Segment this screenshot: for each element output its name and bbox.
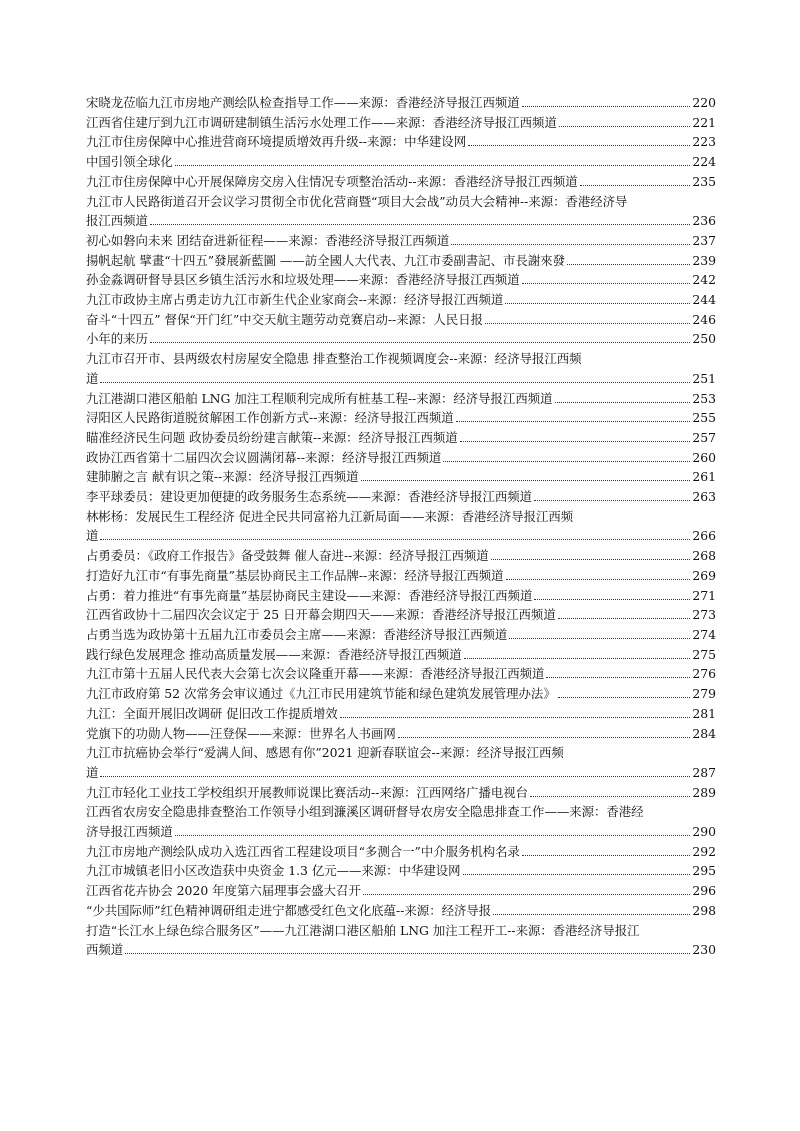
dot-leader: [175, 164, 691, 166]
toc-entry-title: 江西省农房安全隐患排查整治工作领导小组到濂溪区调研督导农房安全隐患排查工作——来源：香港经: [86, 804, 644, 820]
toc-entry-title: 李平球委员：建设更加便捷的政务服务生态系统——来源：香港经济导报江西频道: [86, 489, 533, 505]
toc-page-number: 224: [692, 154, 716, 170]
toc-page-number: 253: [692, 390, 716, 406]
dot-leader: [580, 184, 691, 186]
toc-page-number: 263: [692, 489, 716, 505]
toc-entry-title: 九江市第十五届人民代表大会第七次会议隆重开幕——来源：香港经济导报江西频道: [86, 666, 545, 682]
toc-page-number: 235: [692, 173, 716, 189]
dot-leader: [451, 243, 690, 245]
dot-leader: [505, 302, 690, 304]
toc-entry-title: 孙金淼调研督导县区乡镇生活污水和垃圾处理——来源：香港经济导报江西频道: [86, 272, 520, 288]
toc-entry-title-continued: 济导报江西频道: [86, 824, 173, 840]
toc-entry-title: 九江港湖口港区船舶 LNG 加注工程顺利完成所有桩基工程--来源：经济导报江西频道: [86, 390, 553, 406]
toc-page-number: 246: [692, 311, 716, 327]
toc-entry-title: 中国引领全球化: [86, 154, 173, 170]
toc-entry[interactable]: [86, 645, 716, 665]
toc-entry[interactable]: [86, 192, 716, 231]
toc-page-number: 260: [692, 449, 716, 465]
toc-page-number: 295: [692, 863, 716, 879]
toc-page-number: 290: [692, 824, 716, 840]
toc-entry-title: 占勇当选为政协第十五届九江市委员会主席——来源：香港经济导报江西频道: [86, 626, 508, 642]
dot-leader: [522, 105, 691, 107]
toc-entry[interactable]: [86, 270, 716, 290]
toc-entry-title: 九江市轻化工业技工学校组织开展教师说课比赛活动--来源：江西网络广播电视台: [86, 784, 529, 800]
toc-page-number: 250: [692, 331, 716, 347]
dot-leader: [558, 617, 691, 619]
toc-entry-title-continued: 道: [86, 370, 99, 386]
dot-leader: [443, 460, 690, 462]
dot-leader: [559, 125, 691, 127]
toc-entry-title: 林彬杨：发展民生工程经济 促进全民共同富裕九江新局面——来源：香港经济导报江西频: [86, 508, 574, 524]
toc-entry[interactable]: [86, 783, 716, 803]
dot-leader: [150, 223, 690, 225]
toc-entry[interactable]: [86, 507, 716, 546]
dot-leader: [558, 696, 691, 698]
toc-page-number: 266: [692, 528, 716, 544]
toc-page-number: 274: [692, 626, 716, 642]
toc-page-number: 223: [692, 134, 716, 150]
toc-entry[interactable]: [86, 152, 716, 172]
toc-entry-title-continued: 报江西频道: [86, 213, 148, 229]
dot-leader: [125, 952, 690, 954]
toc-page-number: 279: [692, 686, 716, 702]
toc-entry[interactable]: [86, 724, 716, 744]
dot-leader: [100, 381, 690, 383]
toc-entry-title: 九江市人民路街道召开会议学习贯彻全市优化营商暨“项目大会战”动员大会精神--来源：香港经济导: [86, 193, 628, 209]
toc-entry[interactable]: [86, 566, 716, 586]
toc-page-number: 292: [692, 843, 716, 859]
toc-entry-title: 占勇：着力推进“有事先商量”基层协商民主建设——来源：香港经济导报江西频道: [86, 587, 533, 603]
toc-entry[interactable]: [86, 93, 716, 113]
toc-page-number: 236: [692, 213, 716, 229]
toc-page-number: 275: [692, 646, 716, 662]
toc-entry[interactable]: [86, 172, 716, 192]
toc-page-number: 230: [692, 942, 716, 958]
toc-entry[interactable]: [86, 881, 716, 901]
toc-entry-title: 九江市政协主席占勇走访九江市新生代企业家商会--来源：经济导报江西频道: [86, 292, 504, 308]
toc-page-number: 276: [692, 666, 716, 682]
toc-entry-title: 打造好九江市“有事先商量”基层协商民主工作品牌--来源：经济导报江西频道: [86, 567, 504, 583]
dot-leader: [522, 854, 690, 856]
toc-page-number: 273: [692, 607, 716, 623]
toc-entry-title: 九江市房地产测绘队成功入选江西省工程建设项目“多测合一”中介服务机构名录: [86, 843, 520, 859]
toc-entry[interactable]: [86, 546, 716, 566]
toc-entry[interactable]: [86, 408, 716, 428]
toc-entry-title: 九江市抗癌协会举行“爱满人间、感恩有你”2021 迎新春联谊会--来源：经济导报江西频: [86, 745, 564, 761]
toc-page-number: 255: [692, 410, 716, 426]
dot-leader: [100, 538, 690, 540]
toc-entry[interactable]: [86, 901, 716, 921]
toc-entry-title: 九江市政府第 52 次常务会审议通过《九江市民用建筑节能和绿色建筑发展管理办法》: [86, 686, 556, 702]
toc-page-number: 284: [692, 725, 716, 741]
dot-leader: [522, 282, 691, 284]
dot-leader: [491, 558, 691, 560]
toc-page-number: 239: [692, 252, 716, 268]
toc-entry[interactable]: [86, 132, 716, 152]
toc-entry[interactable]: [86, 389, 716, 409]
toc-entry[interactable]: [86, 329, 716, 349]
dot-leader: [509, 637, 690, 639]
toc-entry-title: 打造“长江水上绿色综合服务区”——九江港湖口港区船舶 LNG 加注工程开工--来源：香港经济导报江: [86, 922, 640, 938]
toc-entry[interactable]: [86, 231, 716, 251]
toc-entry-title: 九江市住房保障中心推进营商环境提质增效再升级--来源：中华建设网: [86, 134, 467, 150]
toc-entry-title: 江西省政协十二届四次会议定于 25 日开幕会期四天——来源：香港经济导报江西频道: [86, 607, 556, 623]
dot-leader: [464, 657, 691, 659]
toc-page-number: 257: [692, 429, 716, 445]
dot-leader: [546, 676, 690, 678]
toc-entry[interactable]: [86, 921, 716, 960]
toc-entry[interactable]: [86, 487, 716, 507]
dot-leader: [493, 913, 690, 915]
toc-entry-title: 政协江西省第十二届四次会议圆满闭幕--来源：经济导报江西频道: [86, 449, 442, 465]
toc-entry[interactable]: [86, 842, 716, 862]
toc-entry-title: 初心如磐向未来 团结奋进新征程——来源：香港经济导报江西频道: [86, 232, 450, 248]
toc-entry[interactable]: [86, 349, 716, 388]
dot-leader: [534, 598, 690, 600]
dot-leader: [534, 499, 690, 501]
toc-entry-title: 九江市住房保障中心开展保障房交房入住情况专项整治活动--来源：香港经济导报江西频道: [86, 173, 578, 189]
table-of-contents: [86, 93, 716, 960]
toc-page-number: 237: [692, 232, 716, 248]
toc-entry-title: 瞄准经济民生问题 政协委员纷纷建言献策--来源：经济导报江西频道: [86, 429, 458, 445]
dot-leader: [506, 578, 691, 580]
toc-page-number: 269: [692, 567, 716, 583]
dot-leader: [456, 420, 691, 422]
toc-entry[interactable]: [86, 251, 716, 271]
toc-entry-title: 奋斗“十四五” 督保“开门红”中交天航主题劳动竞赛启动--来源：人民日报: [86, 311, 483, 327]
dot-leader: [555, 401, 691, 403]
toc-entry-title: “少共国际师”红色精神调研组走进宁都感受红色文化底蕴--来源：经济导报: [86, 902, 492, 918]
toc-entry[interactable]: [86, 861, 716, 881]
toc-entry[interactable]: [86, 684, 716, 704]
toc-page-number: 271: [692, 587, 716, 603]
toc-page-number: 296: [692, 883, 716, 899]
toc-entry-title: 揚帆起航 擘畫“十四五”發展新藍圖 ——訪全國人大代表、九江市委副書記、市長謝來發: [86, 252, 565, 268]
toc-entry-title: 浔阳区人民路街道脱贫解困工作创新方式--来源：经济导报江西频道: [86, 410, 454, 426]
dot-leader: [100, 775, 690, 777]
toc-entry[interactable]: [86, 467, 716, 487]
toc-entry[interactable]: [86, 704, 716, 724]
toc-entry[interactable]: [86, 664, 716, 684]
toc-page-number: 268: [692, 548, 716, 564]
dot-leader: [468, 144, 690, 146]
toc-entry-title: 建肺腑之言 献有识之策--来源：经济导报江西频道: [86, 469, 359, 485]
toc-page-number: 289: [692, 784, 716, 800]
toc-entry-title: 江西省花卉协会 2020 年度第六届理事会盛大召开: [86, 883, 361, 899]
dot-leader: [175, 834, 691, 836]
dot-leader: [463, 873, 691, 875]
dot-leader: [398, 736, 691, 738]
dot-leader: [530, 795, 690, 797]
toc-page-number: 287: [692, 764, 716, 780]
toc-entry-title: 九江：全面开展旧改调研 促旧改工作提质增效: [86, 705, 338, 721]
toc-page-number: 298: [692, 902, 716, 918]
toc-entry-title: 宋晓龙莅临九江市房地产测绘队检查指导工作——来源：香港经济导报江西频道: [86, 95, 520, 110]
toc-page-number: 261: [692, 469, 716, 485]
toc-page-number: 220: [692, 95, 716, 110]
toc-entry-title: 九江市召开市、县两级农村房屋安全隐患 排查整治工作视频调度会--来源：经济导报江西频: [86, 351, 582, 367]
dot-leader: [567, 263, 690, 265]
dot-leader: [150, 341, 690, 343]
toc-entry-title: 九江市城镇老旧小区改造获中央资金 1.3 亿元——来源：中华建设网: [86, 863, 461, 879]
dot-leader: [361, 479, 691, 481]
toc-entry-title: 党旗下的功勋人物——汪登保——来源：世界名人书画网: [86, 725, 396, 741]
dot-leader: [363, 893, 691, 895]
dot-leader: [460, 440, 691, 442]
toc-entry-title-continued: 道: [86, 764, 99, 780]
toc-entry[interactable]: [86, 605, 716, 625]
dot-leader: [485, 322, 690, 324]
toc-page-number: 242: [692, 272, 716, 288]
toc-entry[interactable]: [86, 625, 716, 645]
toc-entry[interactable]: [86, 586, 716, 606]
toc-entry[interactable]: [86, 290, 716, 310]
toc-page-number: 244: [692, 292, 716, 308]
toc-entry-title: 小年的来历: [86, 331, 148, 347]
dot-leader: [340, 716, 691, 718]
toc-page-number: 251: [692, 370, 716, 386]
toc-entry-title: 践行绿色发展理念 推动高质量发展——来源：香港经济导报江西频道: [86, 646, 462, 662]
toc-entry[interactable]: [86, 113, 716, 133]
toc-entry[interactable]: [86, 310, 716, 330]
toc-entry-title-continued: 西频道: [86, 942, 124, 958]
toc-entry[interactable]: [86, 743, 716, 782]
toc-entry[interactable]: [86, 448, 716, 468]
toc-entry-title: 占勇委员：《政府工作报告》备受鼓舞 催人奋进--来源：经济导报江西频道: [86, 548, 489, 564]
toc-entry[interactable]: [86, 802, 716, 841]
toc-entry-title: 江西省住建厅到九江市调研建制镇生活污水处理工作——来源：香港经济导报江西频道: [86, 114, 557, 130]
toc-page-number: 221: [692, 114, 716, 130]
toc-page-number: 281: [692, 705, 716, 721]
toc-entry-title-continued: 道: [86, 528, 99, 544]
toc-entry[interactable]: [86, 428, 716, 448]
